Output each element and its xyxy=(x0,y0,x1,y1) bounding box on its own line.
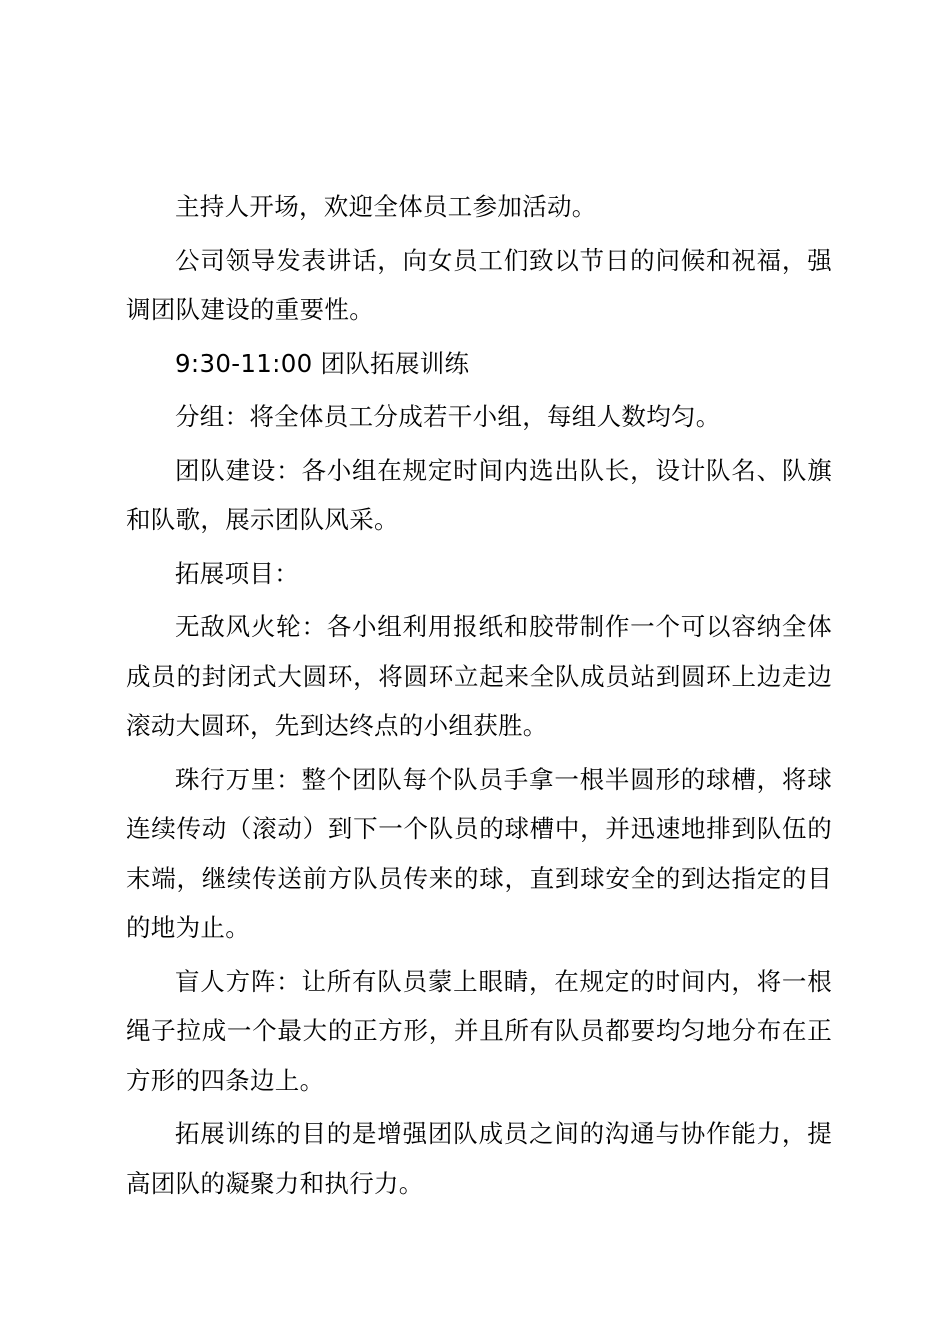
paragraph-activities-heading: 拓展项目： xyxy=(175,558,299,588)
paragraph-opening: 主持人开场，欢迎全体员工参加活动。 xyxy=(175,192,597,221)
paragraph-activity-blind-square: 盲人方阵：让所有队员蒙上眼睛，在规定的时间内，将一根绳子拉成一个最大的正方形，并且所有队员都要均匀地分布在正方形的四条边上。 xyxy=(126,966,832,1095)
document-body xyxy=(126,182,832,1212)
paragraph-training-purpose: 拓展训练的目的是增强团队成员之间的沟通与协作能力，提高团队的凝聚力和执行力。 xyxy=(126,1119,832,1198)
paragraph-activity-ball: 珠行万里：整个团队每个队员手拿一根半圆形的球槽，将球连续传动（滚动）到下一个队员的球槽中，并迅速地排到队伍的末端，继续传送前方队员传来的球，直到球安全的到达指定的目的地为止。 xyxy=(126,764,832,942)
paragraph-activity-wheel: 无敌风火轮：各小组利用报纸和胶带制作一个可以容纳全体成员的封闭式大圆环，将圆环立起来全队成员站到圆环上边走边滚动大圆环，先到达终点的小组获胜。 xyxy=(126,612,832,740)
paragraph-grouping: 分组：将全体员工分成若干小组，每组人数均匀。 xyxy=(175,402,721,431)
paragraph-team-building: 团队建设：各小组在规定时间内选出队长，设计队名、队旗和队歌，展示团队风采。 xyxy=(126,455,832,534)
paragraph-schedule-time: 9:30-11:00 团队拓展训练 xyxy=(175,348,470,378)
paragraph-leader-speech: 公司领导发表讲话，向女员工们致以节日的问候和祝福，强调团队建设的重要性。 xyxy=(126,245,832,324)
